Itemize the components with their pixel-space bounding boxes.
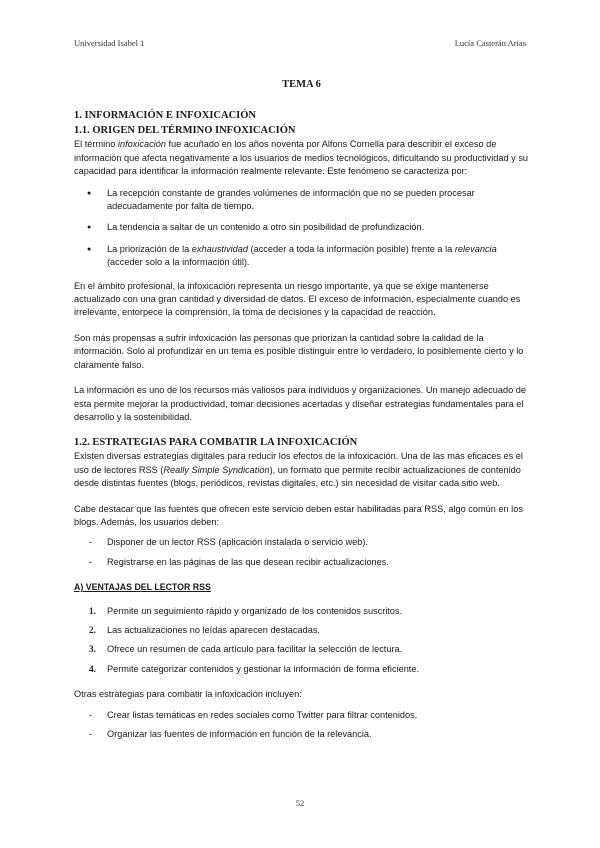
- list-item: - Organizar las fuentes de información en función de la relevancia.: [74, 728, 529, 741]
- body-paragraph: La información es uno de los recursos más valiosos para individuos y organizaciones. Un manejo adecuado de esta permite mejorar la productividad, tomar decisiones acertadas y diseñar estrategias fundamentales para el desarrollo y la sostenibilidad.: [74, 385, 526, 422]
- list-item-text: Ofrece un resumen de cada artículo para facilitar la selección de lectura.: [107, 644, 403, 655]
- body-paragraph: En el ámbito profesional, la infoxicación representa un riesgo importante, ya que se exige mantenerse actualizado con una gran cantidad y diversidad de datos. El exceso de información, especialmente cuando es irrelevante, entorpece la comprensión, la toma de decisiones y la capacidad de reacción.: [74, 280, 521, 318]
- list-number: 1.: [89, 605, 96, 616]
- list-number: 3.: [89, 644, 96, 655]
- subsection-heading-origin: 1.1. ORIGEN DEL TÉRMINO INFOXICACIÓN: [74, 125, 296, 137]
- list-item-text: La priorización de la: [107, 243, 192, 254]
- body-paragraph: Otras estrategias para combatir la infoxicación incluyen:: [74, 689, 302, 700]
- body-paragraph: Cabe destacar que las fuentes que ofrecen este servicio deben estar habilitadas para RSS, algo común en los blogs. Además, los usuarios deben:: [74, 503, 523, 527]
- header-left-text: Universidad Isabel 1: [74, 38, 145, 48]
- list-item-text: (acceder solo a la información útil).: [107, 257, 250, 268]
- list-item-text: Las actualizaciones no leídas aparecen destacadas.: [107, 624, 320, 635]
- list-item-text: La recepción constante de grandes volúmenes de información que no se pueden procesar adecuadamente por falta de tiempo.: [107, 187, 475, 212]
- intro-text-b: fue acuñado en los años noventa por Alfons Cornella para describir el exceso de información que afecta negativamente a los usuarios de medios tecnológicos, dificultando su productividad y su capacidad para identificar la información realmente relevante. Este fenómeno se caracteriza por:: [74, 139, 529, 177]
- list-item: - Crear listas temáticas en redes sociales como Twitter para filtrar contenidos.: [74, 709, 529, 722]
- list-item: [74, 663, 529, 676]
- subsection-a-heading: A) VENTAJAS DEL LECTOR RSS: [74, 582, 211, 593]
- list-item-text: Permite un seguimiento rápido y organizado de los contenidos suscritos.: [107, 605, 403, 616]
- list-item: [74, 643, 529, 656]
- intro-term: infoxicación: [117, 139, 166, 150]
- subsection-heading-strategies: 1.2. ESTRATEGIAS PARA COMBATIR LA INFOXICACIÓN: [74, 437, 358, 449]
- section-heading: 1. INFORMACIÓN E INFOXICACIÓN: [74, 110, 257, 122]
- list-item: - Registrarse en las páginas de las que desean recibir actualizaciones.: [74, 556, 529, 569]
- list-item: [74, 187, 529, 214]
- body-paragraph: Son más propensas a sufrir infoxicación las personas que priorizan la cantidad sobre la calidad de la información. Solo al profundizar en un tema es posible distinguir entre lo verdadero, lo posiblemente cierto y lo claramente falso.: [74, 332, 524, 370]
- other-strategies-list: [74, 709, 529, 742]
- characteristics-list: [74, 187, 529, 270]
- page-title: TEMA 6: [282, 79, 321, 90]
- list-item: [74, 605, 529, 618]
- list-number: 4.: [89, 663, 96, 674]
- list-item: [74, 221, 529, 234]
- header-right-text: Lucía Casterán Arias: [454, 38, 526, 48]
- page-content: [74, 78, 529, 753]
- intro-paragraph: [74, 138, 529, 178]
- intro-text-a: El término: [74, 139, 118, 150]
- rss-text-b: ), un formato que permite recibir actualizaciones de contenido desde distintas fuentes (blogs, periódicos, revistas digitales, etc.) sin necesidad de visitar cada sitio web.: [74, 464, 521, 489]
- list-item-text: (acceder a toda la información posible) frente a la: [247, 243, 455, 254]
- page-number: 52: [295, 798, 305, 808]
- rss-emphasis: Really Simple Syndication: [163, 464, 270, 475]
- requirements-list: [74, 536, 529, 569]
- list-item: - Disponer de un lector RSS (aplicación instalada o servicio web).: [74, 536, 529, 549]
- advantages-list: [74, 605, 529, 677]
- list-item: [74, 243, 529, 270]
- rss-text-a: Existen diversas estrategias digitales para reducir los efectos de la infoxicación. Una de las más eficaces es el uso de lectores RSS (: [74, 451, 523, 475]
- list-number: 2.: [89, 624, 96, 635]
- list-item-emphasis: relevancia: [454, 243, 497, 254]
- list-item-text: Permite categorizar contenidos y gestionar la información de forma eficiente.: [107, 663, 420, 674]
- body-paragraph: [74, 450, 529, 490]
- list-item: [74, 624, 529, 637]
- list-item-emphasis: exhaustividad: [191, 243, 248, 254]
- list-item-text: La tendencia a saltar de un contenido a otro sin posibilidad de profundización.: [107, 222, 425, 233]
